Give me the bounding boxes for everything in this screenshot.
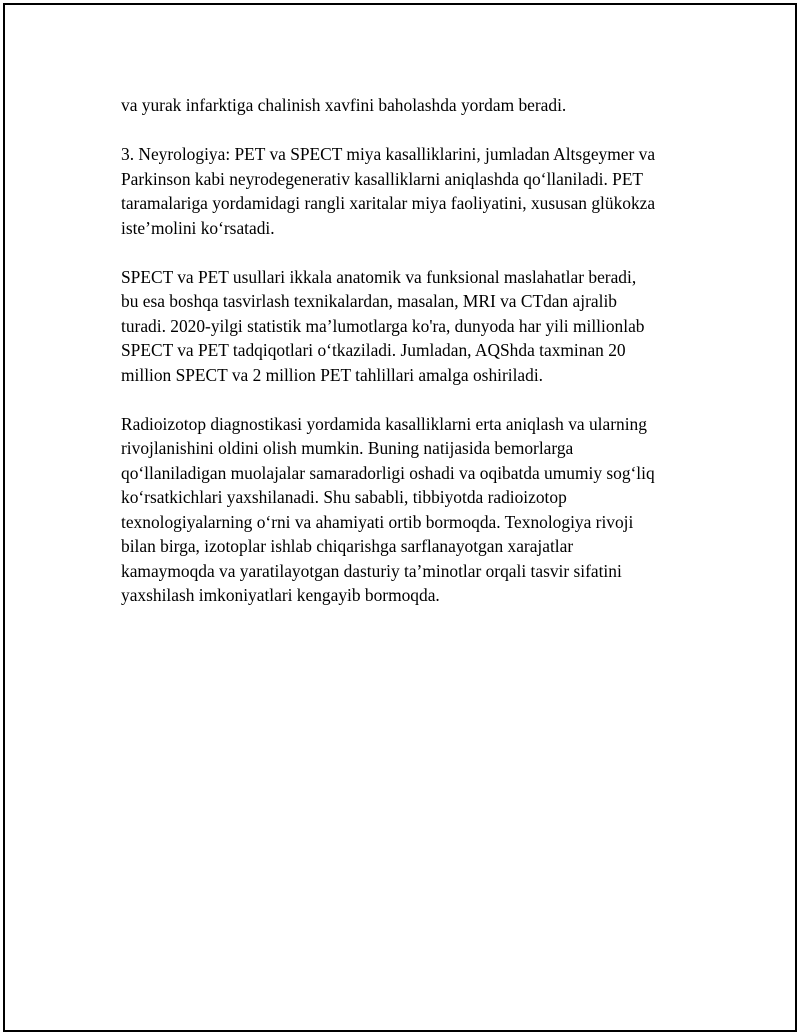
text-line: va yurak infarktiga chalinish xavfini baholashda yordam beradi. [121,95,567,115]
document-page [3,3,797,1032]
document-body [121,93,701,632]
text-line: million SPECT va 2 million PET tahlillari amalga oshiriladi. [121,364,544,385]
text-line: yaxshilash imkoniyatlari kengayib bormoqda. [121,585,440,605]
text-line: taramalariga yordamidagi rangli xaritalar miya faoliyatini, xususan glükokza [121,193,656,213]
text-line: 3. Neyrologiya: PET va SPECT miya kasalliklarini, jumladan Altsgeymer va [121,144,656,164]
text-line: bilan birga, izotoplar ishlab chiqarishga sarflanayotgan xarajatlar [121,536,574,556]
text-line: qoʻllaniladigan muolajalar samaradorligi oshadi va oqibatda umumiy sogʻliq [121,462,655,483]
text-line: rivojlanishini oldini olish mumkin. Buning natijasida bemorlarga [121,438,574,458]
text-line: bu esa boshqa tasvirlash texnikalardan, masalan, MRI va CTdan ajralib [121,291,617,311]
text-line: texnologiyalarning oʻrni va ahamiyati ortib bormoqda. Texnologiya rivoji [121,511,634,532]
paragraph-spect-pet-stats [121,265,701,388]
text-line: SPECT va PET tadqiqotlari oʻtkaziladi. Jumladan, AQShda taxminan 20 [121,340,626,360]
paragraph-radioisotope-diagnostics [121,412,701,608]
text-line: Parkinson kabi neyrodegenerativ kasalliklarni aniqlashda qoʻllaniladi. PET [121,168,644,189]
paragraph-cardiology-end [121,93,701,118]
text-line: koʻrsatkichlari yaxshilanadi. Shu sababli, tibbiyotda radioizotop [121,487,567,507]
text-line: turadi. 2020-yilgi statistik maʼlumotlarga ko'ra, dunyoda har yili millionlab [121,315,645,336]
text-line: Radioizotop diagnostikasi yordamida kasalliklarni erta aniqlash va ularning [121,413,647,434]
text-line: SPECT va PET usullari ikkala anatomik va funksional maslahatlar beradi, [121,266,637,287]
paragraph-neurology [121,142,701,240]
text-line: isteʼmolini koʻrsatadi. [121,217,275,238]
text-line: kamaymoqda va yaratilayotgan dasturiy taʼminotlar orqali tasvir sifatini [121,560,622,581]
